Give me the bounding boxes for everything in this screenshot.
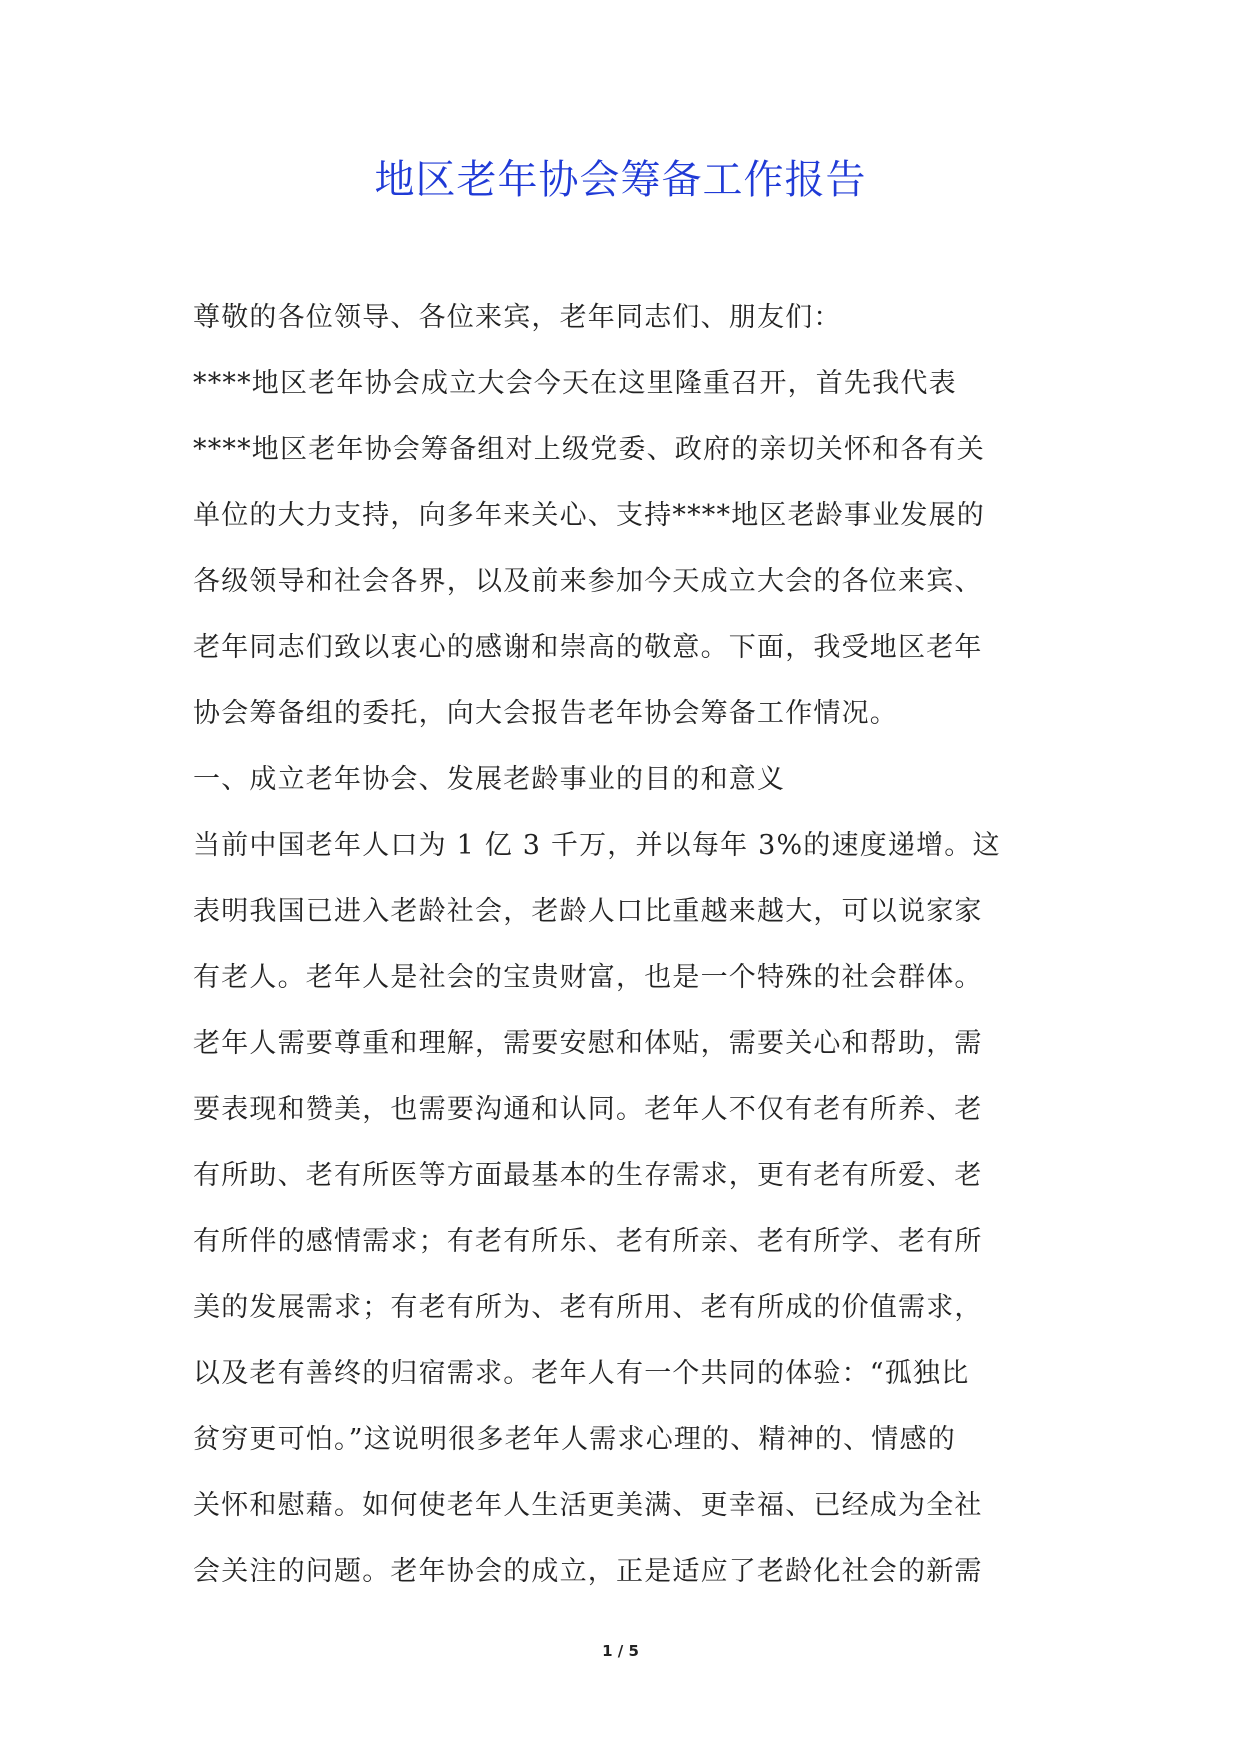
body-line-16: 美的发展需求；有老有所为、老有所用、老有所成的价值需求，	[193, 1292, 983, 1323]
body-line-4: 单位的大力支持，向多年来关心、支持****地区老龄事业发展的	[193, 500, 985, 531]
body-line-5: 各级领导和社会各界，以及前来参加今天成立大会的各位来宾、	[193, 566, 983, 597]
body-line-12: 老年人需要尊重和理解，需要安慰和体贴，需要关心和帮助，需	[193, 1028, 983, 1059]
page-number: 1 / 5	[602, 1642, 639, 1660]
body-line-9: 当前中国老年人口为 1 亿 3 千万，并以每年 3%的速度递增。这	[193, 830, 1001, 861]
section-heading-1: 一、成立老年协会、发展老龄事业的目的和意义	[193, 764, 786, 795]
body-line-7: 协会筹备组的委托，向大会报告老年协会筹备工作情况。	[193, 698, 898, 729]
body-line-20: 会关注的问题。老年协会的成立，正是适应了老龄化社会的新需	[193, 1556, 983, 1587]
body-line-17: 以及老有善终的归宿需求。老年人有一个共同的体验：“孤独比	[193, 1358, 970, 1389]
body-line-10: 表明我国已进入老龄社会，老龄人口比重越来越大，可以说家家	[193, 896, 983, 927]
body-line-13: 要表现和赞美，也需要沟通和认同。老年人不仅有老有所养、老	[193, 1094, 983, 1125]
body-line-19: 关怀和慰藉。如何使老年人生活更美满、更幸福、已经成为全社	[193, 1490, 983, 1521]
body-line-3: ****地区老年协会筹备组对上级党委、政府的亲切关怀和各有关	[193, 434, 985, 465]
document-title: 地区老年协会筹备工作报告	[374, 157, 867, 203]
body-line-14: 有所助、老有所医等方面最基本的生存需求，更有老有所爱、老	[193, 1160, 983, 1191]
body-line-11: 有老人。老年人是社会的宝贵财富，也是一个特殊的社会群体。	[193, 962, 983, 993]
document-body	[193, 285, 1063, 1605]
body-line-2: ****地区老年协会成立大会今天在这里隆重召开，首先我代表	[193, 368, 957, 399]
body-line-15: 有所伴的感情需求；有老有所乐、老有所亲、老有所学、老有所	[193, 1226, 983, 1257]
body-line-1: 尊敬的各位领导、各位来宾，老年同志们、朋友们：	[193, 302, 842, 333]
body-line-18: 贫穷更可怕。”这说明很多老年人需求心理的、精神的、情感的	[193, 1424, 956, 1455]
body-line-6: 老年同志们致以衷心的感谢和崇高的敬意。下面，我受地区老年	[193, 632, 983, 663]
